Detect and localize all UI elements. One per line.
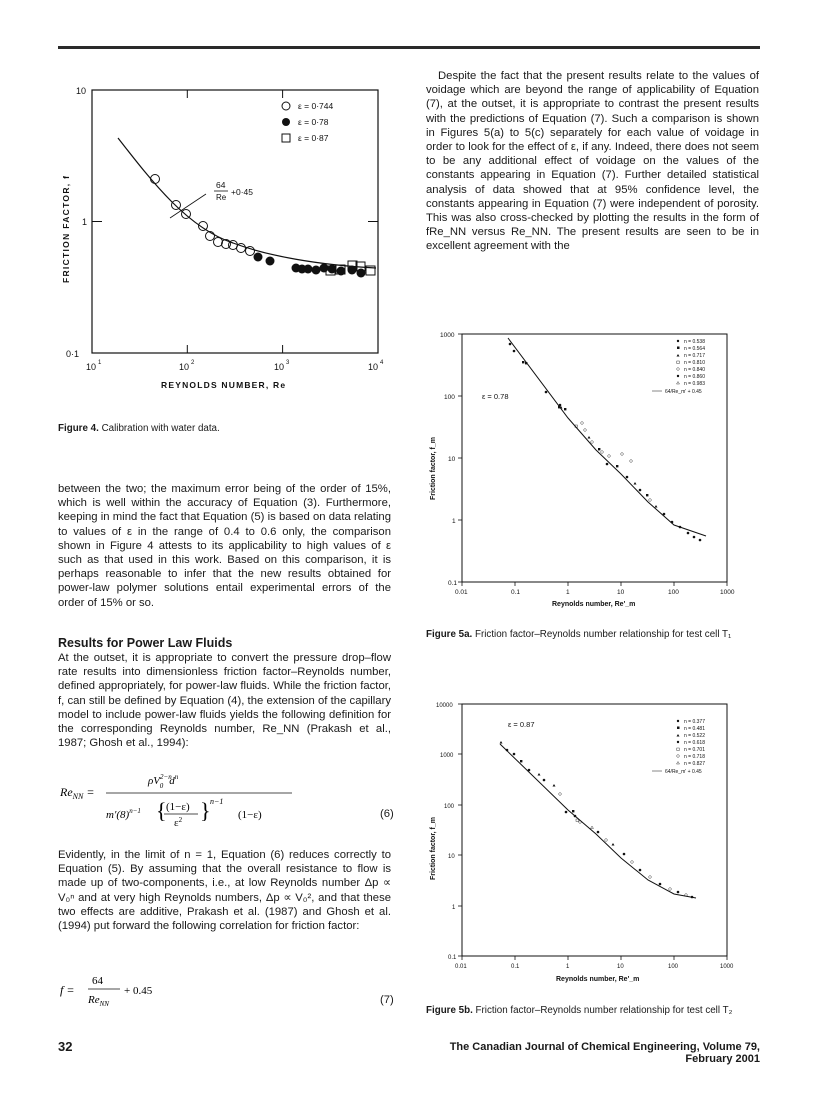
fig4-xtick-exp-2: 2 <box>191 360 195 366</box>
figure-5a-caption <box>426 628 760 641</box>
fig5a-point <box>588 436 591 439</box>
fig4-ytick-1: 1 <box>82 217 88 227</box>
fig5a-legend-4: n = 0.810 <box>684 360 705 366</box>
fig4-xtick-exp-1: 1 <box>98 360 102 366</box>
fig5b-legend-8: 64/Re_m' + 0.45 <box>665 769 702 775</box>
fig5a-ytick-1000: 1000 <box>440 332 455 339</box>
fig5b-legend-marker <box>677 734 680 737</box>
fig5b-xtick-1000: 1000 <box>720 964 734 970</box>
fig5a-point <box>646 494 648 496</box>
fig5a-xtick-10: 10 <box>617 589 625 596</box>
svg-text:m′(8)n−1: $m'(8)^{n-1}$ <box>106 807 141 821</box>
fig4-xtick-1: 10 <box>86 362 97 372</box>
fig4-legend-filled-circle <box>282 118 290 126</box>
fig5a-point <box>639 489 642 492</box>
fig5b-legend-marker <box>677 762 680 765</box>
fig5a-legend-marker <box>677 347 680 350</box>
fig5a-point <box>616 465 618 467</box>
fig5b-y-ticks <box>458 704 462 956</box>
fig5b-point <box>669 888 672 891</box>
fig5a-point <box>649 499 652 502</box>
fig5a-point <box>663 513 666 516</box>
fig4-xtick-exp-3: 3 <box>286 360 290 366</box>
fig4-xtick-2: 10 <box>179 362 190 372</box>
fig4-legend-3: ε = 0·87 <box>298 133 329 143</box>
fig5a-point <box>581 422 584 425</box>
fig5a-xtick-1: 1 <box>566 589 570 596</box>
fig5b-xtick-100: 100 <box>668 964 679 970</box>
fig5b-point <box>559 793 562 796</box>
fig5b-legend-1: n = 0.377 <box>684 719 705 725</box>
fig4-point <box>182 210 191 219</box>
figure-5b-caption-text: Friction factor–Reynolds number relationship for test cell T₂ <box>472 1005 733 1016</box>
fig5b-legend-marker <box>677 727 680 730</box>
fig4-point <box>357 269 366 278</box>
right-paragraph: Despite the fact that the present results relate to the values of voidage which are beyond the range of applicability of Equation (7), at the outset, it is appropriate to contrast the present results with the predictions of Equation (7). Such a comparison is shown in Figures 5(a) to 5(c) separately for each value of voidage in order to look for the effect of ε, if any. Indeed, there does not seem to be any additional effect of voidage on the values of the constants appearing in Equation (7). Further detailed statistical analysis of data showed that at 95% confidence level, the constants appearing in Equation (7) were independent of porosity. This was also cross-checked by plotting the results in the form of fRe_NN versus Re_NN. The present results are seen to be in excellent agreement with the <box>426 70 759 253</box>
fig5a-ytick-labels <box>440 332 457 587</box>
fig5a-legend <box>652 339 705 395</box>
fig4-legend-open-square <box>282 134 290 142</box>
fig5b-legend-2: n = 0.481 <box>684 726 705 732</box>
fig5b-legend-4: n = 0.618 <box>684 740 705 746</box>
fig5a-point <box>545 391 548 394</box>
fig5a-y-ticks <box>458 334 462 582</box>
fig5a-ylabel: Friction factor, f_m <box>430 436 437 500</box>
fig5a-point <box>598 448 600 450</box>
fig4-point <box>266 257 275 266</box>
fig5b-point <box>500 741 503 744</box>
fig5a-legend-marker <box>677 340 679 342</box>
svg-text:ReNN: $Re_{NN}$ <box>88 994 109 1008</box>
fig5b-point <box>591 826 594 829</box>
fig4-point <box>312 266 321 275</box>
fig5b-point <box>677 891 680 894</box>
fig5b-legend-marker <box>677 755 680 758</box>
fig5b-legend-7: n = 0.827 <box>684 761 705 767</box>
figure-5a-caption-label: Figure 5a. <box>426 629 473 640</box>
fig4-legend-1: ε = 0·744 <box>298 101 334 111</box>
fig5a-xtick-labels <box>455 589 735 596</box>
equation-6 <box>58 766 394 836</box>
equation-7 <box>58 972 394 1008</box>
fig5a-point <box>525 362 527 364</box>
fig5b-xtick-labels <box>455 964 734 970</box>
fig5b-point <box>597 831 600 834</box>
svg-text:ε2: $\varepsilon^2$ <box>174 816 183 829</box>
fig5b-eps-label: ε = 0.87 <box>508 720 535 729</box>
fig4-xtick-labels <box>86 360 384 372</box>
svg-text:64: 64 <box>92 975 103 987</box>
figure-5b-caption-label: Figure 5b. <box>426 1005 473 1016</box>
fig5b-point <box>659 883 662 886</box>
fig5b-point <box>543 779 546 782</box>
figure-5b-chart <box>426 700 756 1000</box>
left-paragraph-3: Evidently, in the limit of n = 1, Equation (6) reduces correctly to Equation (5). By assuming that the overall resistance to flow is made up of two-components, i.e., at low Reynolds number Δp ∝ V₀ⁿ and at very high Reynolds numbers, Δp ∝ V₀², and that these two effects are additive, Prakash et al. (1987) and Ghosh et al. (1994) put forward the following correlation for friction factor: <box>58 849 391 933</box>
fig5b-point <box>520 760 522 762</box>
fig4-correlation-curve <box>118 138 376 268</box>
fig5a-point <box>584 429 587 432</box>
header-rule <box>58 46 760 49</box>
equation-7-svg <box>58 972 258 1008</box>
svg-text:f =: f = <box>60 983 75 997</box>
fig5a-legend-8: 64/Re_m' + 0.45 <box>665 389 702 395</box>
figure-4-axes-frame <box>92 90 378 353</box>
fig4-point <box>172 201 181 210</box>
fig5b-ylabel: Friction factor, f_m <box>430 816 437 880</box>
fig5a-point <box>509 343 512 346</box>
fig5a-point <box>621 453 624 456</box>
fig4-xtick-exp-4: 4 <box>380 360 384 366</box>
fig4-ytick-0.1: 0·1 <box>66 349 80 359</box>
fig5a-x-ticks <box>462 582 727 586</box>
equation-7-number: (7) <box>380 994 394 1006</box>
fig5b-point <box>691 896 694 899</box>
fig4-point <box>246 247 255 256</box>
left-paragraph-1: between the two; the maximum error being of the order of 15%, which is well within the accuracy of Equation (3). Furthermore, keeping in mind the fact that Equation (5) is based on data relating to values of ε in the range of 0.4 to 0.6 only, the comparison shown in Figure 4 attests to its applicability to high values of ε such as that used in this work. Based on this comparison, it is perhaps reasonable to infer that the new results obtained for power-law polymer solutions entail experimental errors of the order of 15% or so. <box>58 483 391 609</box>
fig5b-point <box>576 819 578 821</box>
fig5b-point <box>579 821 582 824</box>
fig5a-legend-6: n = 0.860 <box>684 374 705 380</box>
fig5a-point <box>671 521 674 524</box>
fig5a-legend-marker <box>677 382 680 385</box>
fig5b-point <box>649 876 652 879</box>
fig5b-ytick-1000: 1000 <box>440 753 454 759</box>
fig5b-point <box>639 869 642 872</box>
fig5b-point <box>528 769 531 772</box>
fig5b-ytick-10000: 10000 <box>436 703 453 709</box>
fig5a-legend-marker <box>677 361 680 364</box>
fig5a-data-points <box>509 343 702 542</box>
fig5b-legend <box>652 719 705 775</box>
fig5b-x-ticks <box>462 956 727 960</box>
fig5a-legend-1: n = 0.538 <box>684 339 705 345</box>
fig5b-correlation-curve <box>500 744 696 898</box>
fig4-annotation-den: Re <box>216 193 227 202</box>
fig5b-xlabel: Reynolds number, Re'_m <box>556 976 640 983</box>
fig4-point <box>237 244 246 253</box>
section-heading: Results for Power Law Fluids <box>58 636 233 650</box>
fig5b-xtick-10: 10 <box>617 964 624 970</box>
fig5a-xtick-1000: 1000 <box>720 589 735 596</box>
figure-4-caption-text: Calibration with water data. <box>98 423 220 434</box>
figure-5a-chart <box>426 330 756 614</box>
figure-4-caption-label: Figure 4. <box>58 423 99 434</box>
fig5a-point <box>699 539 702 542</box>
fig5b-point <box>538 773 541 776</box>
fig4-series-78 <box>254 253 366 278</box>
fig5a-point <box>626 476 629 479</box>
fig4-ylabel: FRICTION FACTOR, f <box>61 174 71 283</box>
fig5a-legend-marker <box>677 375 679 377</box>
fig5a-point <box>630 460 633 463</box>
fig4-legend-2: ε = 0·78 <box>298 117 329 127</box>
fig5b-xtick-0.1: 0.1 <box>511 964 520 970</box>
fig5b-point <box>612 843 615 846</box>
svg-text:(1−ε): (1−ε) <box>166 801 190 813</box>
fig5a-legend-7: n = 0.983 <box>684 381 705 387</box>
fig4-point <box>254 253 263 262</box>
svg-text:ReNN =: $Re_{NN}$ = <box>60 785 95 801</box>
fig5a-xtick-100: 100 <box>668 589 679 596</box>
equation-6-svg <box>58 766 391 836</box>
fig5a-point <box>564 408 566 410</box>
figure-5a-caption-text: Friction factor–Reynolds number relationship for test cell T₁ <box>472 629 732 640</box>
fig5a-ytick-1: 1 <box>452 518 456 525</box>
fig5b-point <box>623 853 626 856</box>
fig4-legend-open-circle <box>282 102 290 110</box>
fig5a-xtick-0.01: 0.01 <box>455 589 468 596</box>
fig4-annotation-rest: +0·45 <box>231 187 253 197</box>
fig5b-legend-5: n = 0.701 <box>684 747 705 753</box>
fig5b-point <box>631 861 634 864</box>
fig5a-point <box>591 441 594 444</box>
fig5b-data-points <box>500 741 694 898</box>
journal-footer: The Canadian Journal of Chemical Engineering, Volume 79, February 2001 <box>449 1041 760 1065</box>
fig5a-ytick-10: 10 <box>448 456 456 463</box>
fig5b-xtick-1: 1 <box>566 964 570 970</box>
svg-text:+ 0.45: + 0.45 <box>124 985 153 997</box>
fig5b-point <box>565 811 568 814</box>
fig5b-point <box>506 749 509 752</box>
fig5b-legend-3: n = 0.522 <box>684 733 705 739</box>
svg-text:n−1: n−1 <box>210 797 224 806</box>
fig5b-xtick-0.01: 0.01 <box>455 964 467 970</box>
fig5a-correlation-curve <box>508 338 706 536</box>
fig5b-legend-marker <box>677 748 680 751</box>
fig5b-ytick-10: 10 <box>448 854 455 860</box>
fig5a-ytick-100: 100 <box>444 394 455 401</box>
fig5a-point <box>679 526 682 529</box>
fig5b-point <box>553 784 556 787</box>
fig5a-xtick-0.1: 0.1 <box>511 589 521 596</box>
fig5a-point <box>559 404 562 407</box>
fig5b-ytick-labels <box>436 703 457 961</box>
fig5a-point <box>655 505 658 508</box>
left-paragraph-2: At the outset, it is appropriate to convert the pressure drop–flow rate results into dimensionless friction factor–Reynolds number, defined appropriately, for power-law fluids. While the friction factor, f, can still be defined by Equation (4), the extension of the capillary model to include power-law fluids yields the following definition for the corresponding Reynolds number, Re_NN (Prakash et al., 1987; Ghosh et al., 1994): <box>58 652 391 750</box>
fig5a-point <box>606 463 609 466</box>
fig4-xlabel: REYNOLDS NUMBER, Re <box>161 380 287 390</box>
fig5a-point <box>693 536 696 539</box>
figure-4-chart <box>58 78 388 398</box>
fig5b-point <box>572 810 574 812</box>
fig4-point <box>320 264 329 273</box>
svg-text:}: } <box>200 798 211 823</box>
fig5b-point <box>574 815 577 818</box>
fig5b-ytick-100: 100 <box>444 804 455 810</box>
fig5a-legend-3: n = 0.717 <box>684 353 705 359</box>
fig5a-legend-marker <box>677 368 680 371</box>
fig4-xtick-3: 10 <box>274 362 285 372</box>
figure-4-caption <box>58 422 388 435</box>
fig5a-xlabel: Reynolds number, Re'_m <box>552 601 636 608</box>
fig5a-point <box>522 361 524 363</box>
fig5a-point <box>634 482 637 485</box>
fig5a-point <box>608 455 611 458</box>
fig5a-eps-label: ε = 0.78 <box>482 392 509 401</box>
fig5a-legend-5: n = 0.840 <box>684 367 705 373</box>
fig4-ytick-10: 10 <box>76 86 87 96</box>
svg-text:(1−ε): (1−ε) <box>238 809 262 821</box>
fig4-annotation-num: 64 <box>216 180 226 190</box>
svg-text:{: { <box>156 798 167 823</box>
fig5b-ytick-1: 1 <box>452 905 456 911</box>
fig5b-legend-6: n = 0.718 <box>684 754 705 760</box>
fig5b-ytick-0.1: 0.1 <box>448 955 457 961</box>
fig5a-legend-marker <box>677 354 680 357</box>
fig5a-point <box>687 532 690 535</box>
page-number: 32 <box>58 1039 73 1054</box>
fig5b-legend-marker <box>677 741 679 743</box>
fig4-point <box>304 265 313 274</box>
fig5b-legend-marker <box>677 720 679 722</box>
svg-text:ρV2−n0dn: $\rho V^{2-n}$ 0 $d^n$ <box>148 773 179 790</box>
fig5a-point <box>601 451 604 454</box>
figure-5b-caption <box>426 1004 760 1017</box>
fig4-xtick-4: 10 <box>368 362 379 372</box>
fig5a-point <box>513 350 516 353</box>
fig5a-legend-2: n = 0.564 <box>684 346 705 352</box>
fig5b-point <box>513 753 516 756</box>
equation-6-number: (6) <box>380 808 394 820</box>
fig5a-ytick-0.1: 0.1 <box>448 580 458 587</box>
fig5b-point <box>605 839 608 842</box>
